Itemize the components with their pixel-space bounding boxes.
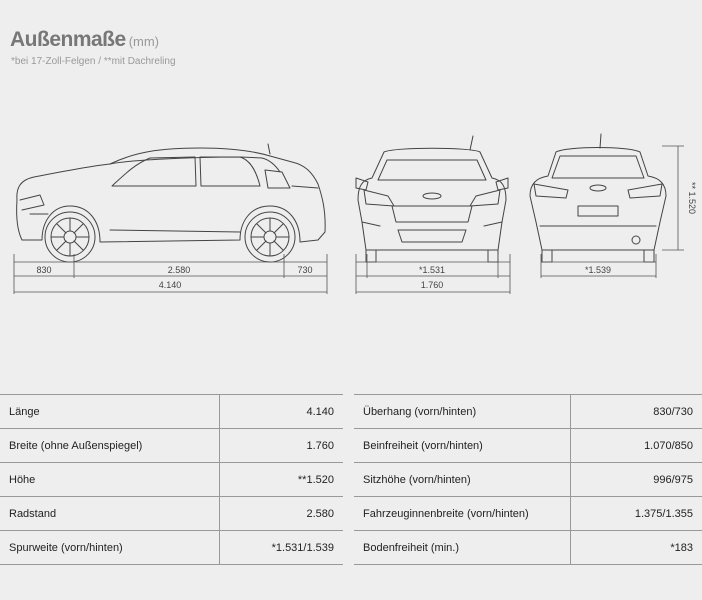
table-row <box>354 395 702 429</box>
specs-table-right <box>354 394 702 565</box>
rear-overhang-label: 730 <box>297 265 313 275</box>
spec-value: 4.140 <box>220 395 344 429</box>
spec-value: 1.760 <box>220 429 344 463</box>
side-dimension-labels <box>36 265 312 290</box>
spec-value: 830/730 <box>571 395 702 429</box>
table-row <box>0 463 343 497</box>
title-text: Außenmaße <box>10 28 126 51</box>
rear-dimension-labels <box>585 182 697 275</box>
length-label: 4.140 <box>158 280 182 290</box>
spec-label: Beinfreiheit (vorn/hinten) <box>354 429 571 463</box>
table-row <box>0 429 343 463</box>
spec-label: Höhe <box>0 463 220 497</box>
spec-label: Überhang (vorn/hinten) <box>354 395 571 429</box>
spec-label: Fahrzeuginnenbreite (vorn/hinten) <box>354 497 571 531</box>
front-dimension-labels <box>419 265 445 290</box>
specs-table-left <box>0 394 343 565</box>
spec-label: Spurweite (vorn/hinten) <box>0 531 220 565</box>
rear-track-label: *1.539 <box>584 265 612 275</box>
front-overhang-label: 830 <box>36 265 52 275</box>
spec-label: Radstand <box>0 497 220 531</box>
spec-value: **1.520 <box>220 463 344 497</box>
spec-label: Breite (ohne Außenspiegel) <box>0 429 220 463</box>
spec-value: 1.070/850 <box>571 429 702 463</box>
height-label: ** 1.520 <box>687 181 697 215</box>
title-unit: (mm) <box>128 34 160 49</box>
rear-view-car <box>530 134 666 262</box>
table-row <box>354 497 702 531</box>
side-view-car <box>17 144 326 262</box>
table-row <box>0 395 343 429</box>
front-track-label: *1.531 <box>418 265 446 275</box>
table-row <box>0 497 343 531</box>
footnote-subtitle: *bei 17-Zoll-Felgen / **mit Dachreling <box>11 56 176 67</box>
table-row <box>354 531 702 565</box>
table-row <box>0 531 343 565</box>
wheelbase-label: 2.580 <box>167 265 191 275</box>
table-row <box>354 463 702 497</box>
spec-label: Länge <box>0 395 220 429</box>
spec-value: 1.375/1.355 <box>571 497 702 531</box>
spec-label: Bodenfreiheit (min.) <box>354 531 571 565</box>
table-row <box>354 429 702 463</box>
width-label: 1.760 <box>420 280 444 290</box>
spec-value: 996/975 <box>571 463 702 497</box>
spec-value: 2.580 <box>220 497 344 531</box>
spec-label: Sitzhöhe (vorn/hinten) <box>354 463 571 497</box>
spec-value: *183 <box>571 531 702 565</box>
front-view-car <box>356 136 508 262</box>
spec-value: *1.531/1.539 <box>220 531 344 565</box>
